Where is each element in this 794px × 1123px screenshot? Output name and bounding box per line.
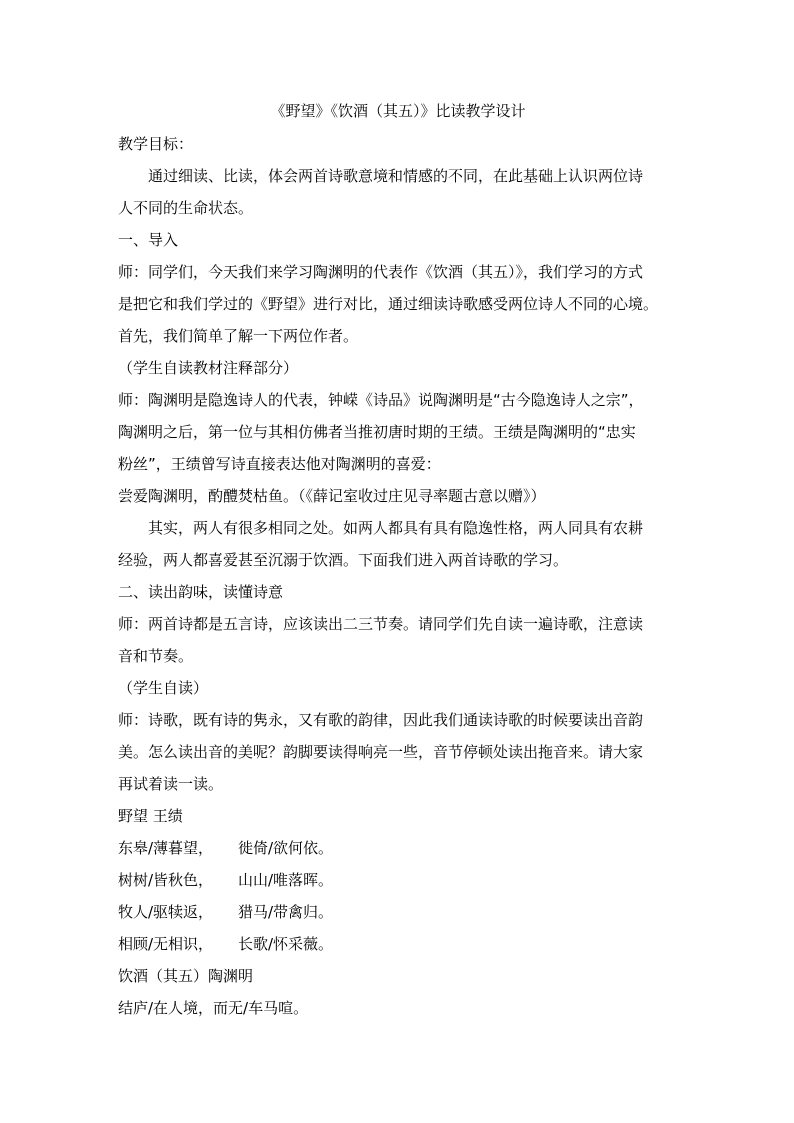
body-line: 二、读出韵味，读懂诗意 [118, 583, 284, 601]
body-line: 首先，我们简单了解一下两位作者。 [118, 327, 359, 345]
poem1-second-half: 猎马/带禽归。 [238, 903, 334, 921]
poem1-first-half: 牧人/驱犊返， [118, 903, 214, 921]
poem1-second-half: 徙倚/欲何依。 [238, 839, 334, 857]
poem1-couplet [118, 896, 678, 928]
poem1-first-half: 树树/皆秋色， [118, 871, 214, 889]
poem1-couplet [118, 864, 678, 896]
body-line: 其实，两人有很多相同之处。如两人都具有具有隐逸性格，两人同具有农耕 [148, 519, 644, 537]
poem1-first-half: 相顾/无相识， [118, 935, 214, 953]
poem2-line: 结庐/在人境，而无/车马喧。 [118, 999, 309, 1017]
document-title: 《野望》《饮酒（其五）》比读教学设计 [270, 102, 526, 120]
body-line: 师：诗歌，既有诗的隽永，又有歌的韵律，因此我们通读诗歌的时候要读出音韵 [118, 711, 644, 729]
poem2-heading: 饮酒（其五）陶渊明 [118, 967, 254, 985]
body-line: 教学目标： [118, 135, 194, 153]
poem1-body [118, 832, 678, 960]
poem1-first-half: 东皋/薄暮望， [118, 839, 214, 857]
body-line: 是把它和我们学过的《野望》进行对比，通过细读诗歌感受两位诗人不同的心境。 [118, 295, 659, 313]
body-line: 美。怎么读出音的美呢？韵脚要读得响亮一些，音节停顿处读出拖音来。请大家 [118, 743, 644, 761]
body-line: 陶渊明之后，第一位与其相仿佛者当推初唐时期的王绩。王绩是陶渊明的“忠实 [118, 423, 636, 441]
body-line: （学生自读教材注释部分） [118, 359, 299, 377]
body-line: 尝爱陶渊明，酌醴焚枯鱼。（《薛记室收过庄见寻率题古意以赠》） [118, 487, 546, 505]
document-page [118, 94, 678, 1024]
body-line: 经验，两人都喜爱甚至沉溺于饮酒。下面我们进入两首诗歌的学习。 [118, 551, 569, 569]
poem1-couplet [118, 928, 678, 960]
poem1-heading: 野望 王绩 [118, 807, 183, 825]
body-line: 再试着读一读。 [118, 775, 224, 793]
body-line: 通过细读、比读，体会两首诗歌意境和情感的不同，在此基础上认识两位诗 [148, 167, 644, 185]
body-line: 师：两首诗都是五言诗，应该读出二三节奏。请同学们先自读一遍诗歌，注意读 [118, 615, 644, 633]
poem1-second-half: 长歌/怀采薇。 [238, 935, 334, 953]
poem1-second-half: 山山/唯落晖。 [238, 871, 334, 889]
body-line: 师：陶渊明是隐逸诗人的代表，钟嵘《诗品》说陶渊明是“古今隐逸诗人之宗”， [118, 391, 644, 409]
body-line: （学生自读） [118, 679, 209, 697]
document-body [118, 128, 678, 800]
body-line: 师：同学们，今天我们来学习陶渊明的代表作《饮酒（其五）》，我们学习的方式 [118, 263, 644, 281]
poem1-couplet [118, 832, 678, 864]
body-line: 一、导入 [118, 231, 179, 249]
body-line: 人不同的生命状态。 [118, 199, 254, 217]
body-line: 音和节奏。 [118, 647, 194, 665]
body-line: 粉丝”，王绩曾写诗直接表达他对陶渊明的喜爱： [118, 455, 441, 473]
